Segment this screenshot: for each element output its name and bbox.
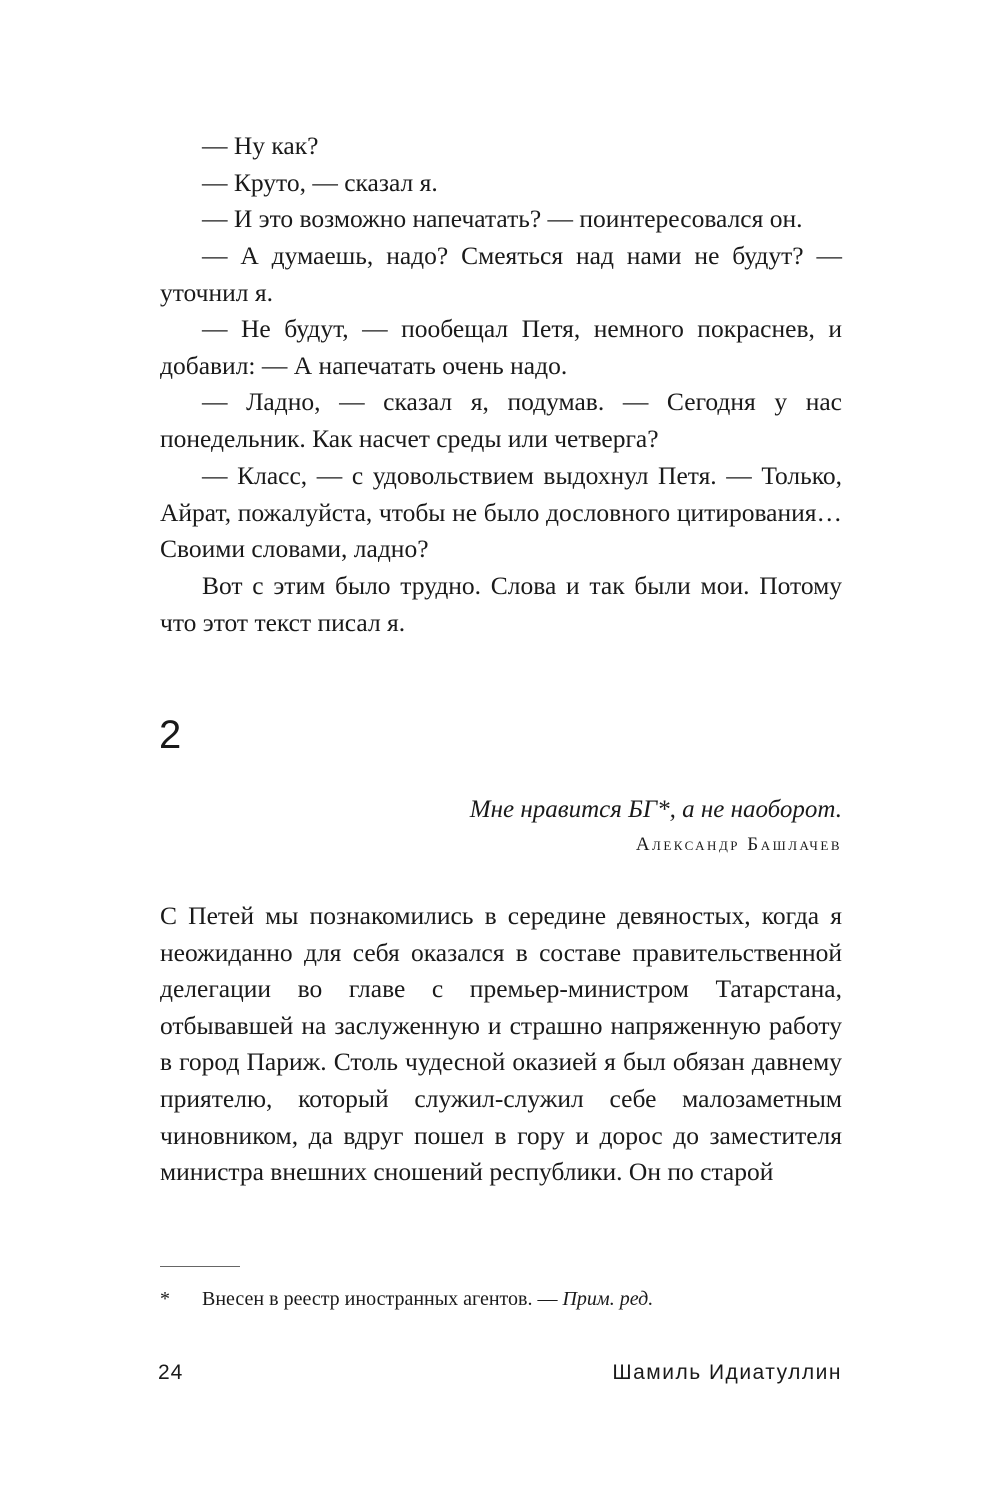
footnote-mark: * bbox=[160, 1288, 170, 1310]
epigraph-quote: Мне нравится БГ*, а не наоборот. bbox=[469, 796, 842, 823]
footnote-editor-note: Прим. ред. bbox=[562, 1288, 654, 1310]
dialogue-line-3: — И это возможно напечатать? — поинтересовался он. bbox=[202, 204, 803, 233]
footnote-divider bbox=[160, 1266, 240, 1267]
epigraph bbox=[470, 794, 842, 856]
chapter-number: 2 bbox=[159, 713, 182, 757]
dialogue-line-5: — Не будут, — пообещал Петя, немного покраснев, и добавил: — А напечатать очень надо. bbox=[160, 314, 842, 380]
dialogue-line-2: — Круто, — сказал я. bbox=[202, 168, 438, 197]
dialogue-line-6: — Ладно, — сказал я, подумав. — Сегодня у нас понедельник. Как насчет среды или четверга? bbox=[160, 387, 842, 453]
running-head-author: Шамиль Идиатуллин bbox=[612, 1361, 842, 1384]
footnote bbox=[160, 1286, 842, 1312]
epigraph-author: Александр Башлачев bbox=[635, 834, 842, 855]
dialogue-line-4: — А думаешь, надо? Смеяться над нами не будут? — уточнил я. bbox=[160, 241, 842, 307]
body-paragraph: С Петей мы познакомились в середине девяностых, когда я неожиданно для себя оказался в составе правительственной делегации во главе с премьер-министром Татарстана, отбывавшей на заслуженную и страшно напряженную работу в город Париж. Столь чудесной оказией я был обязан давнему приятелю, который служил-служил себе малозаметным чиновником, да вдруг пошел в гору и дорос до заместителя министра внешних сношений республики. Он по старой bbox=[160, 901, 842, 1187]
footnote-text: Внесен в реестр иностранных агентов. — bbox=[202, 1288, 563, 1310]
dialogue-line-7: — Класс, — с удовольствием выдохнул Петя. — Только, Айрат, пожалуйста, чтобы не было дословного цитирования… Своими словами, ладно? bbox=[160, 461, 842, 564]
closing-paragraph: Вот с этим было трудно. Слова и так были мои. Потому что этот текст писал я. bbox=[160, 571, 842, 637]
page-number: 24 bbox=[158, 1361, 184, 1384]
dialogue-line-1: — Ну как? bbox=[202, 131, 319, 160]
